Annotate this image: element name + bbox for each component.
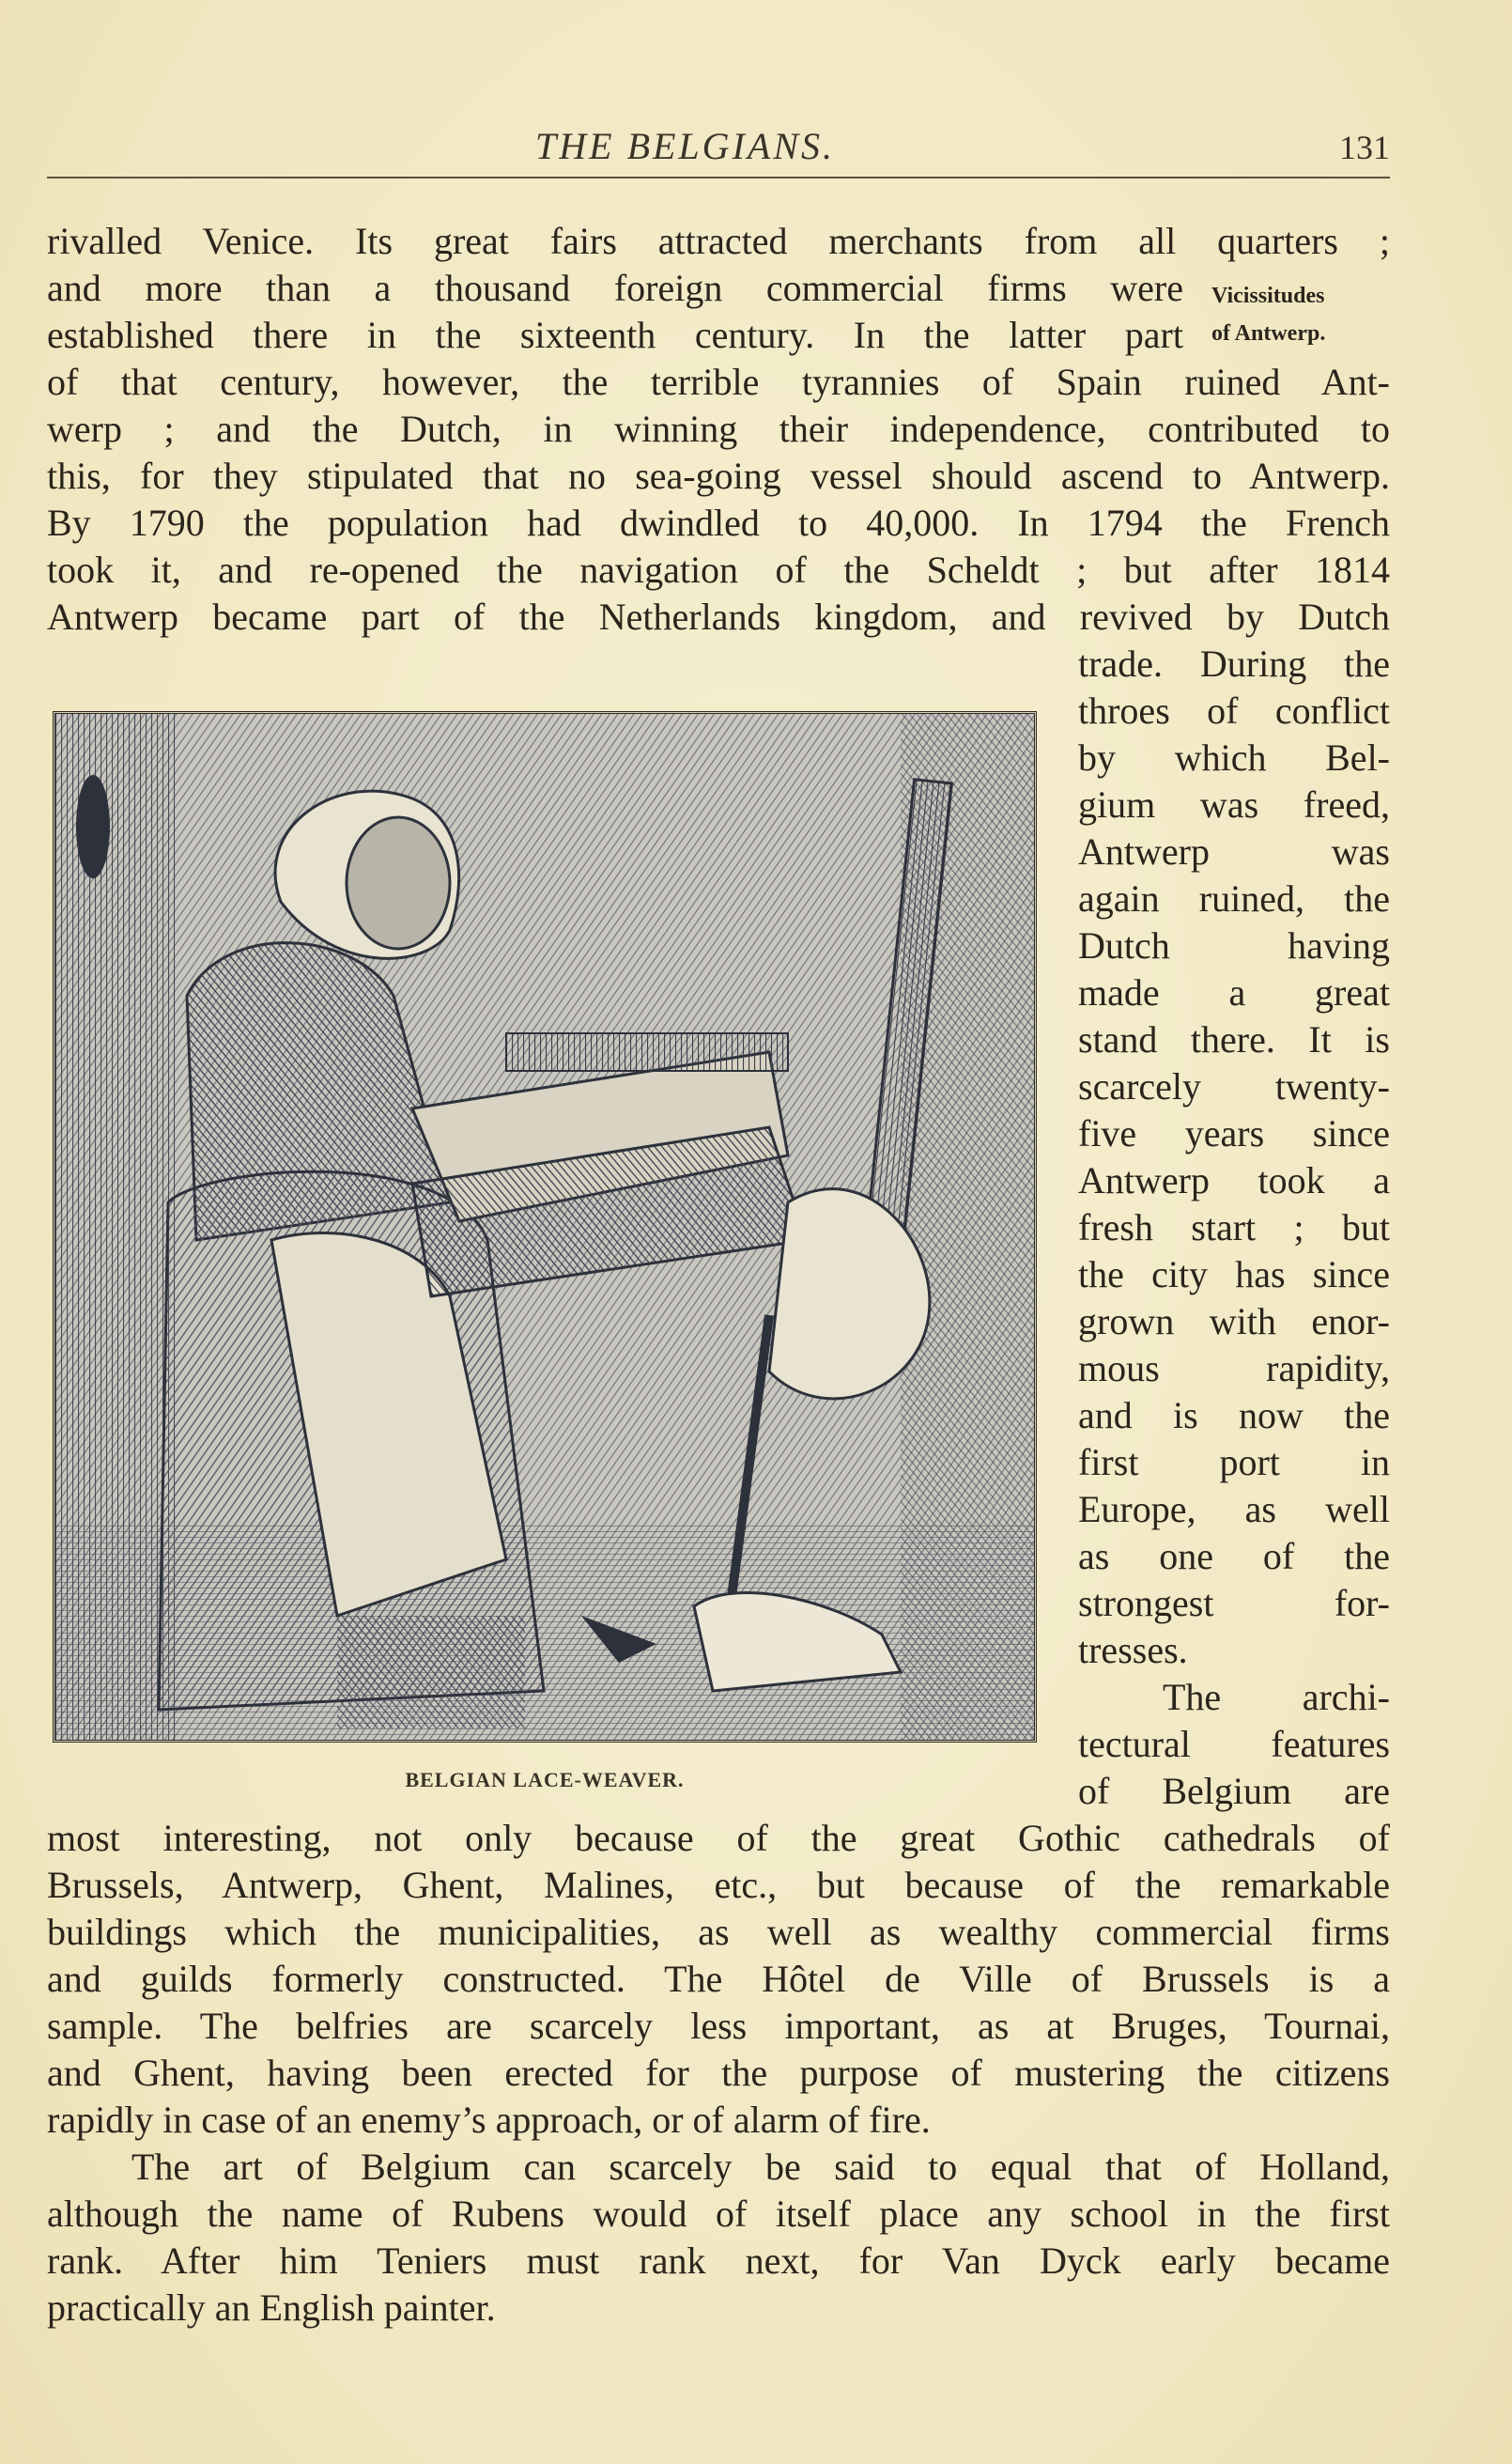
text-line: made a great xyxy=(1078,971,1390,1014)
text-line: tresses. xyxy=(1078,1629,1188,1671)
lace-weaver-engraving xyxy=(53,711,1037,1743)
text-line: five years since xyxy=(1078,1112,1390,1155)
text-line: buildings which the municipalities, as well as wealthy commercial firms xyxy=(47,1911,1390,1953)
top-paragraph xyxy=(47,218,1390,641)
text-line: took it, and re-opened the navigation of the Scheldt ; but after 1814 xyxy=(47,549,1390,591)
engraving-image xyxy=(55,714,1034,1740)
text-line: sample. The belfries are scarcely less important, as at Bruges, Tournai, xyxy=(47,2005,1390,2047)
text-line: grown with enor- xyxy=(1078,1300,1390,1342)
text-line: as one of the xyxy=(1078,1535,1390,1577)
text-line: stand there. It is xyxy=(1078,1018,1390,1061)
text-line: throes of conflict xyxy=(1078,690,1390,732)
text-line: werp ; and the Dutch, in winning their independence, contributed to xyxy=(47,408,1390,450)
text-line: and more than a thousand foreign commercial firms were xyxy=(47,267,1183,309)
text-line: although the name of Rubens would of itself place any school in the first xyxy=(47,2193,1390,2235)
side-column-text xyxy=(1078,641,1390,1815)
text-line: Dutch having xyxy=(1078,924,1390,967)
text-line: practically an English painter. xyxy=(47,2286,496,2329)
text-line: this, for they stipulated that no sea-going vessel should ascend to Antwerp. xyxy=(47,455,1390,497)
page-number: 131 xyxy=(1339,129,1390,166)
text-line: Europe, as well xyxy=(1078,1488,1390,1530)
marginal-note-line: of Antwerp. xyxy=(1211,321,1326,346)
text-line: again ruined, the xyxy=(1078,877,1390,920)
text-line: and is now the xyxy=(1078,1394,1390,1436)
header-rule xyxy=(47,177,1390,178)
running-head xyxy=(47,118,1390,175)
text-line: rapidly in case of an enemy’s approach, or of alarm of fire. xyxy=(47,2099,931,2141)
text-line: first port in xyxy=(1078,1441,1390,1483)
text-line: Brussels, Antwerp, Ghent, Malines, etc., but because of the remarkable xyxy=(47,1864,1390,1906)
text-line: Antwerp became part of the Netherlands kingdom, and revived by Dutch xyxy=(47,596,1390,638)
text-line: Antwerp was xyxy=(1078,830,1390,873)
text-line: fresh start ; but xyxy=(1078,1206,1390,1248)
text-line: Antwerp took a xyxy=(1078,1159,1390,1201)
text-line: trade. During the xyxy=(1078,643,1390,685)
text-line: of that century, however, the terrible tyrannies of Spain ruined Ant- xyxy=(47,361,1390,403)
text-line: of Belgium are xyxy=(1078,1770,1390,1812)
text-line: the city has since xyxy=(1078,1253,1390,1295)
text-line: scarcely twenty- xyxy=(1078,1065,1390,1108)
text-line: and guilds formerly constructed. The Hôtel de Ville of Brussels is a xyxy=(47,1958,1390,2000)
text-line: by which Bel- xyxy=(1078,736,1390,779)
text-line: By 1790 the population had dwindled to 40,000. In 1794 the French xyxy=(47,502,1390,544)
running-title: THE BELGIANS. xyxy=(535,125,835,167)
text-line: The archi- xyxy=(1163,1676,1390,1718)
bottom-paragraph xyxy=(47,1815,1390,2332)
marginal-note-line: Vicissitudes xyxy=(1211,284,1325,308)
text-line: established there in the sixteenth century. In the latter part xyxy=(47,314,1183,356)
illustration-caption: BELGIAN LACE-WEAVER. xyxy=(405,1768,685,1791)
text-line: strongest for- xyxy=(1078,1582,1390,1624)
text-line: gium was freed, xyxy=(1078,783,1390,826)
text-line: tectural features xyxy=(1078,1723,1390,1765)
text-line: rank. After him Teniers must rank next, for Van Dyck early became xyxy=(47,2239,1390,2282)
text-line: mous rapidity, xyxy=(1078,1347,1390,1389)
text-line: The art of Belgium can scarcely be said to equal that of Holland, xyxy=(131,2146,1390,2188)
text-line: and Ghent, having been erected for the purpose of mustering the citizens xyxy=(47,2052,1390,2094)
text-line: rivalled Venice. Its great fairs attracted merchants from all quarters ; xyxy=(47,220,1390,262)
text-line: most interesting, not only because of the great Gothic cathedrals of xyxy=(47,1817,1390,1859)
